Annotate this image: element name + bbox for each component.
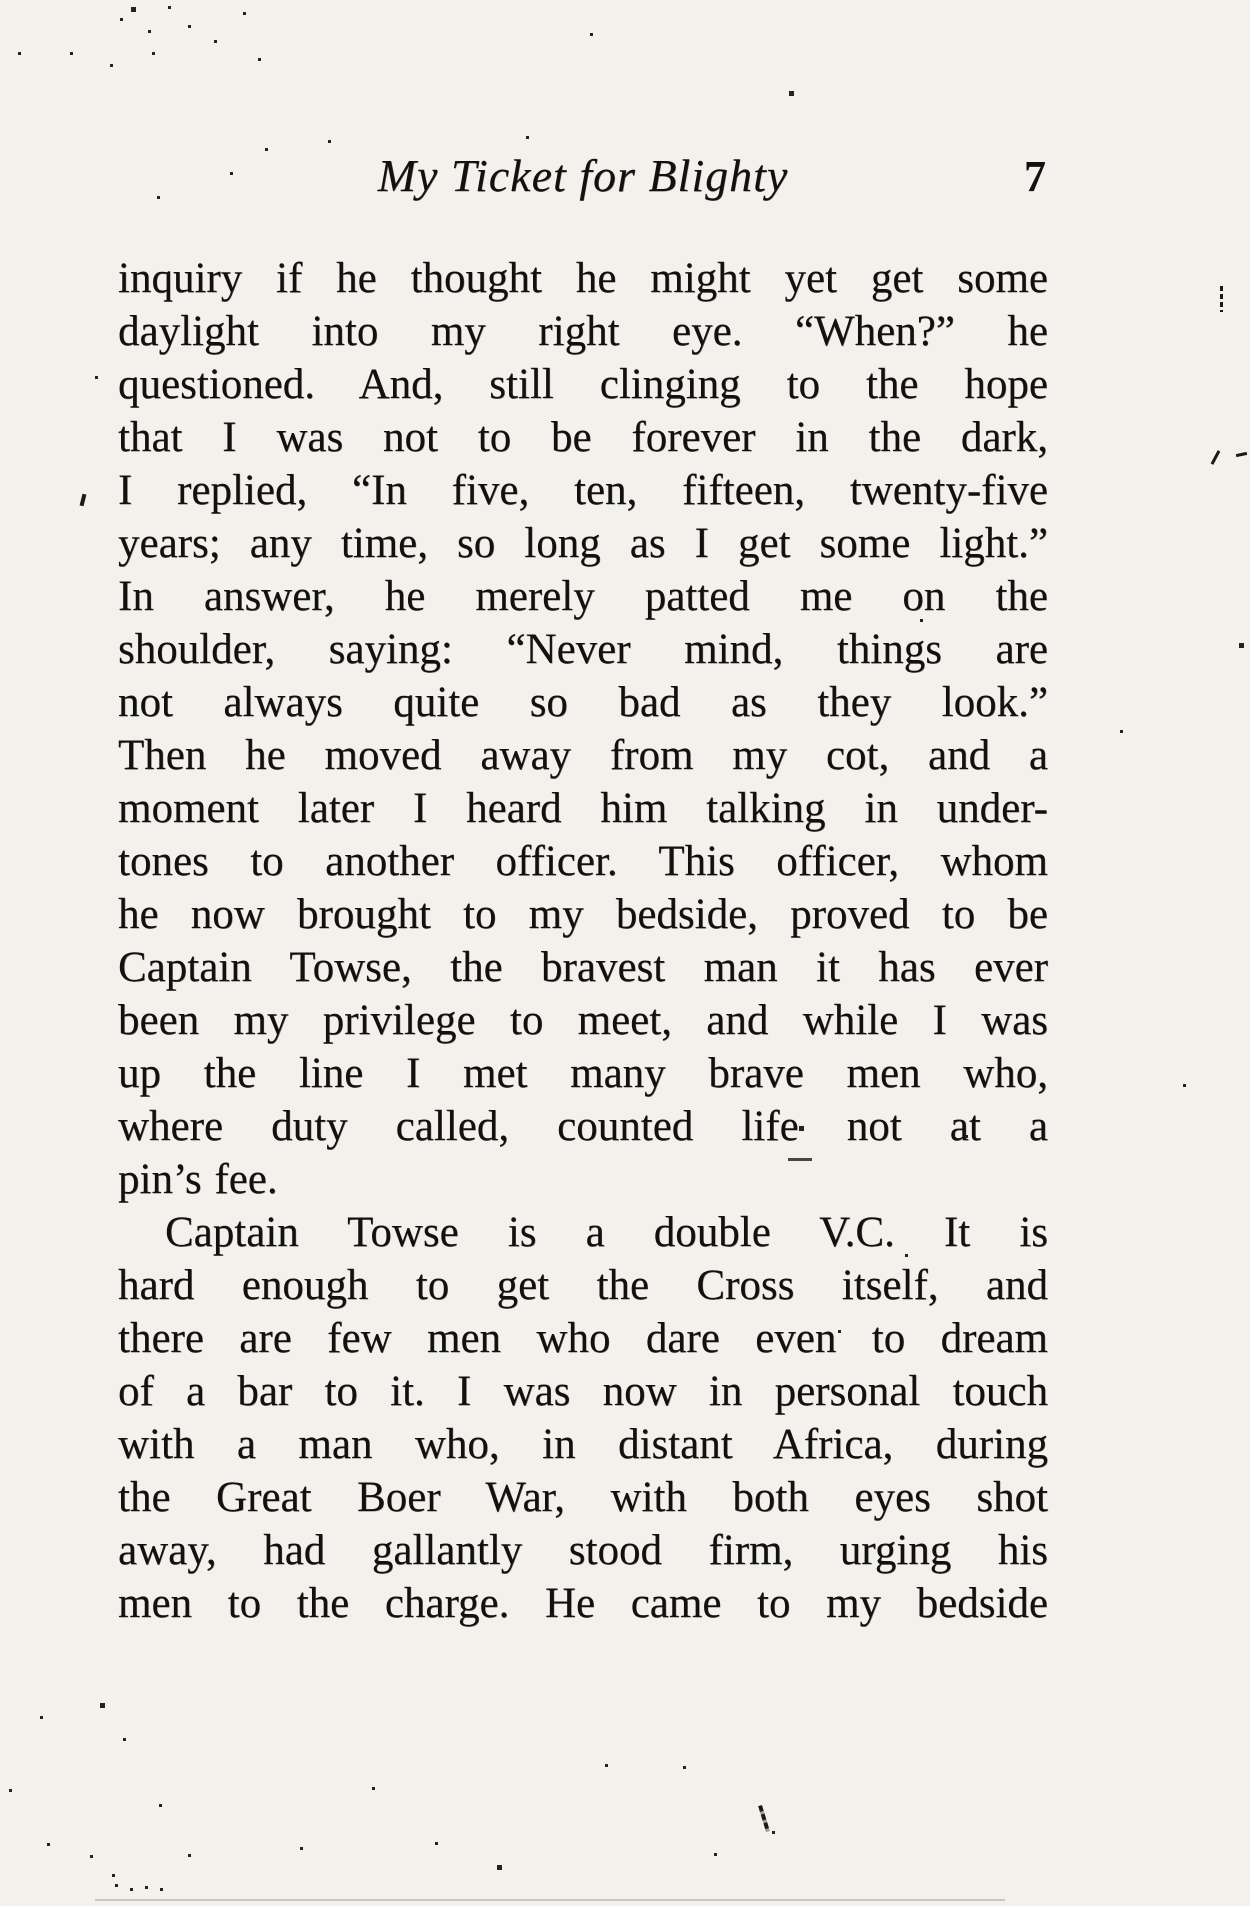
text-line: up the line I met many brave men who, (118, 1050, 1048, 1097)
text-line: the Great Boer War, with both eyes shot (118, 1474, 1048, 1521)
text-line: hard enough to get the Cross itself, and (118, 1262, 1048, 1309)
scan-artifact-underline-mark (788, 1158, 812, 1161)
scan-artifact-slash-mark (1211, 450, 1221, 465)
text-line: men to the charge. He came to my bedside (118, 1580, 1048, 1627)
text-line: In answer, he merely patted me on the (118, 573, 1048, 620)
text-line: there are few men who dare even to dream (118, 1315, 1048, 1362)
text-line: pin’s fee. (118, 1156, 278, 1203)
text-line: Captain Towse is a double V.C. It is (165, 1209, 1048, 1256)
text-line: tones to another officer. This officer, whom (118, 838, 1048, 885)
page-number: 7 (1024, 152, 1046, 201)
text-line: I replied, “In five, ten, fifteen, twenty-five (118, 467, 1048, 514)
text-line: that I was not to be forever in the dark, (118, 414, 1048, 461)
text-line: questioned. And, still clinging to the hope (118, 361, 1048, 408)
text-line: shoulder, saying: “Never mind, things are (118, 626, 1048, 673)
scan-artifact-vertical-tick (1220, 286, 1223, 312)
scan-artifact-backslash-mark (758, 1805, 770, 1832)
text-line: with a man who, in distant Africa, during (118, 1421, 1048, 1468)
text-line: away, had gallantly stood firm, urging his (118, 1527, 1048, 1574)
scan-artifact-tilde-mark (1236, 452, 1247, 457)
text-line: daylight into my right eye. “When?” he (118, 308, 1048, 355)
text-line: moment later I heard him talking in under- (118, 785, 1048, 832)
scan-artifact-bottom-edge (95, 1899, 1005, 1901)
text-line: years; any time, so long as I get some light.” (118, 520, 1048, 567)
scan-noise-specks (0, 0, 3, 3)
paragraph (118, 252, 1048, 1206)
text-line: been my privilege to meet, and while I was (118, 997, 1048, 1044)
running-header-title: My Ticket for Blighty (377, 150, 789, 201)
text-line: Captain Towse, the bravest man it has ever (118, 944, 1048, 991)
text-line: he now brought to my bedside, proved to be (118, 891, 1048, 938)
text-line: of a bar to it. I was now in personal touch (118, 1368, 1048, 1415)
text-line: Then he moved away from my cot, and a (118, 732, 1048, 779)
text-line: inquiry if he thought he might yet get some (118, 255, 1048, 302)
page-body (118, 252, 1048, 1630)
text-line: not always quite so bad as they look.” (118, 679, 1048, 726)
text-line: where duty called, counted life not at a (118, 1103, 1048, 1150)
scan-artifact-comma-mark (80, 494, 87, 507)
paragraph (118, 1206, 1048, 1630)
